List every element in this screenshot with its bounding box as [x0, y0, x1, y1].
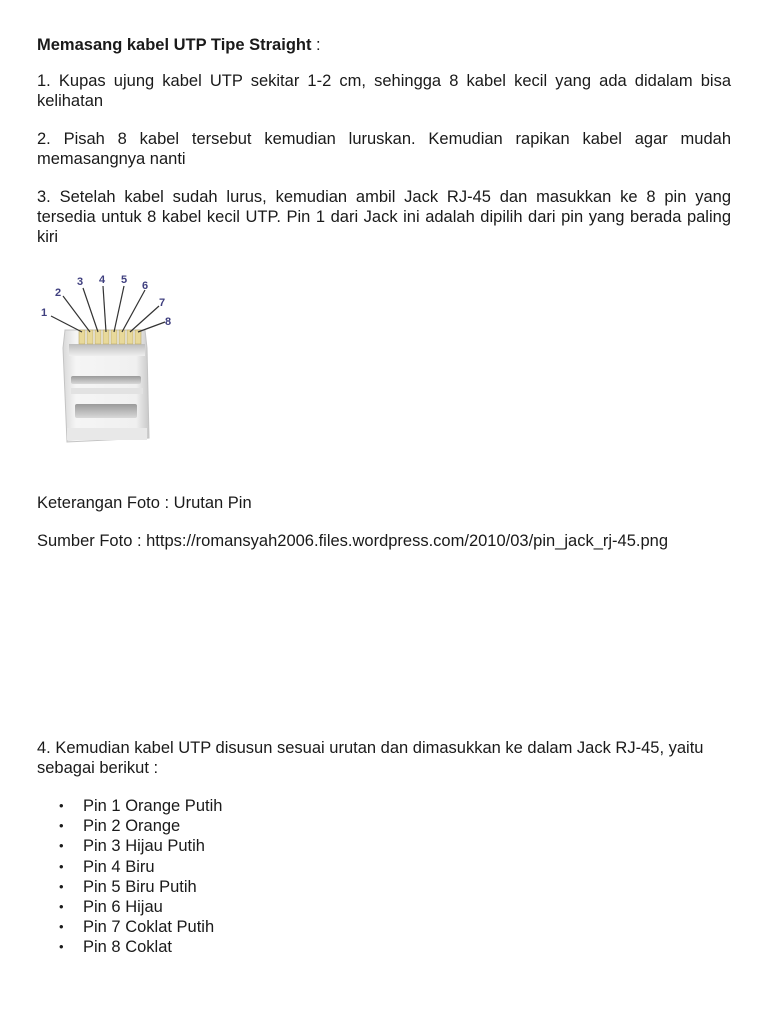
figure-source: Sumber Foto : https://romansyah2006.files.wordpress.com/2010/03/pin_jack_rj-45.png [37, 532, 669, 550]
pin-label-5: 5 [121, 274, 128, 286]
bullet-icon: • [59, 878, 64, 894]
pin-label-3: 3 [77, 276, 84, 288]
pin-order-list [37, 796, 222, 958]
pin-entry: Pin 2 Orange [83, 817, 181, 836]
bullet-icon: • [59, 838, 64, 854]
list-item [37, 836, 222, 856]
jack-ridge [71, 388, 143, 394]
list-item [37, 877, 222, 897]
rj45-jack-illustration [37, 268, 197, 450]
rj45-pin-figure [37, 268, 197, 450]
list-item [37, 796, 222, 816]
jack-latch-slot [71, 376, 141, 384]
document-title [37, 35, 731, 55]
jack-base [67, 428, 147, 440]
title-bold: Memasang kabel UTP Tipe Straight [37, 36, 312, 54]
list-item [37, 897, 222, 917]
jack-top-band [69, 344, 145, 356]
title-suffix: : [311, 36, 321, 54]
bullet-icon: • [59, 818, 64, 834]
bullet-icon: • [59, 919, 64, 935]
step-4-paragraph: 4. Kemudian kabel UTP disusun sesuai urutan dan dimasukkan ke dalam Jack RJ-45, yaitu sebagai berikut : [37, 739, 704, 777]
figure-caption: Keterangan Foto : Urutan Pin [37, 494, 252, 512]
pin-entry: Pin 3 Hijau Putih [83, 837, 205, 856]
pin-label-8: 8 [165, 316, 172, 328]
pin-entry: Pin 7 Coklat Putih [83, 918, 215, 937]
pin-entry: Pin 6 Hijau [83, 897, 163, 916]
pin-entry: Pin 1 Orange Putih [83, 797, 223, 815]
pin-entry: Pin 8 Coklat [83, 938, 172, 957]
pin-entry: Pin 4 Biru [83, 857, 155, 876]
list-item [37, 816, 222, 836]
bullet-icon: • [59, 798, 64, 813]
pin-label-2: 2 [55, 287, 62, 299]
step-1-paragraph: 1. Kupas ujung kabel UTP sekitar 1-2 cm, sehingga 8 kabel kecil yang ada didalam bisa kelihatan [37, 72, 731, 110]
pin-leader-lines [51, 286, 165, 332]
bullet-icon: • [59, 898, 64, 914]
step-3-paragraph: 3. Setelah kabel sudah lurus, kemudian ambil Jack RJ-45 dan masukkan ke 8 pin yang tersedia untuk 8 kabel kecil UTP. Pin 1 dari Jack ini adalah dipilih dari pin yang berada paling kiri [37, 188, 731, 246]
pin-label-6: 6 [142, 280, 149, 292]
bullet-icon: • [59, 939, 64, 955]
list-item [37, 937, 222, 957]
step-2-paragraph: 2. Pisah 8 kabel tersebut kemudian luruskan. Kemudian rapikan kabel agar mudah memasangnya nanti [37, 130, 731, 168]
jack-lower-slot [75, 404, 137, 418]
pin-label-7: 7 [159, 297, 166, 309]
list-item [37, 917, 222, 937]
bullet-icon: • [59, 858, 64, 874]
pin-label-1: 1 [41, 307, 48, 319]
pin-label-4: 4 [99, 274, 106, 286]
pin-entry: Pin 5 Biru Putih [83, 877, 197, 896]
list-item [37, 857, 222, 877]
